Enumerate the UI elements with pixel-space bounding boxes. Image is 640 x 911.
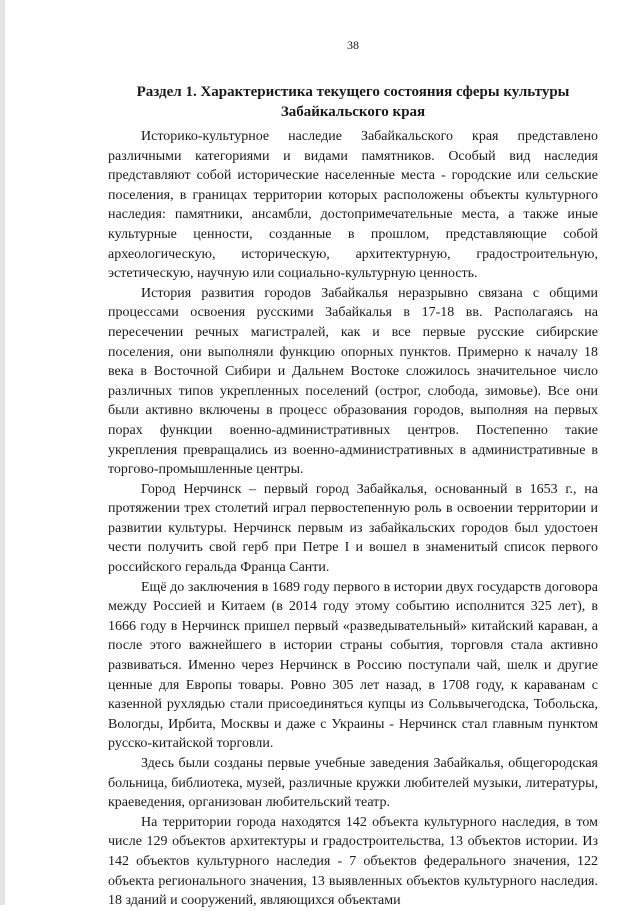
section-title-line-2: Забайкальского края <box>280 104 426 120</box>
paragraph-cultural-heritage: Историко-культурное наследие Забайкальского края представлено различными категориями и видами памятников. Особый вид наследия представляют собой исторические населенные места - городские или сельские поселения, в границах территории которых расположены объекты культурного наследия: памятники, ансамбли, достопримечательные места, а также иные культурные ценности, созданные в прошлом, представляющие собой археологическую, историческую, архитектурную, градостроительную, эстетическую, научную или социально-культурную ценность. <box>108 129 598 282</box>
paragraph-heritage-objects: На территории города находятся 142 объекта культурного наследия, в том числе 129 объектов архитектуры и градостроительства, 13 объектов истории. Из 142 объектов культурного наследия - 7 объектов федерального значения, 122 объекта регионального значения, 13 выявленных объектов культурного наследия. 18 зданий и сооружений, являющихся объектами <box>108 814 598 909</box>
paragraph-history-of-cities: История развития городов Забайкалья неразрывно связана с общими процессами освоения русскими Забайкалья в 17-18 вв. Располагаясь на пересечении речных магистралей, как и все первые русские сибирские поселения, они выполняли функцию опорных пунктов. Примерно к началу 18 века в Восточной Сибири и Дальнем Востоке сложилось значительное число различных типов укрепленных поселений (острог, слобода, зимовье). Все они были активно включены в процесс образования городов, выполняя на первых порах функции военно-административных центров. Постепенно такие укрепления превращались из военно-административных в административные в торгово-промышленные центры. <box>108 285 598 478</box>
scan-edge-shadow <box>0 0 5 905</box>
page-number: 38 <box>347 38 359 52</box>
section-title-line-1: Раздел 1. Характеристика текущего состояния сферы культуры <box>136 84 570 100</box>
paragraph-treaty-and-trade: Ещё до заключения в 1689 году первого в истории двух государств договора между Россией и Китаем (в 2014 году этому событию исполнится 325 лет), в 1666 году в Нерчинск пришел первый «разведывательный» китайский караван, а после этого важнейшего в истории страны события, торговля стала активно развиваться. Именно через Нерчинск в Россию поступали чай, шелк и другие ценные для Европы товары. Ровно 305 лет назад, в 1708 году, к караванам с казенной рухлядью стали присоединяться купцы из Сольвычегодска, Тобольска, Вологды, Ирбита, Москвы и даже с Украины - Нерчинск стал главным пунктом русско-китайской торговли. <box>108 579 598 752</box>
section-title <box>108 82 598 122</box>
body-text <box>108 127 598 911</box>
paragraph-institutions: Здесь были созданы первые учебные заведения Забайкалья, общегородская больница, библиотека, музей, различные кружки любителей музыки, литературы, краеведения, организован любительский театр. <box>108 756 598 811</box>
paragraph-nerchinsk: Город Нерчинск – первый город Забайкалья, основанный в 1653 г., на протяжении трех столетий играл первостепенную роль в освоении территории и развитии культуры. Нерчинск первым из забайкальских городов был удостоен чести получить свой герб при Петре I и вошел в знаменитый список первого российского геральда Франца Санти. <box>108 481 598 576</box>
